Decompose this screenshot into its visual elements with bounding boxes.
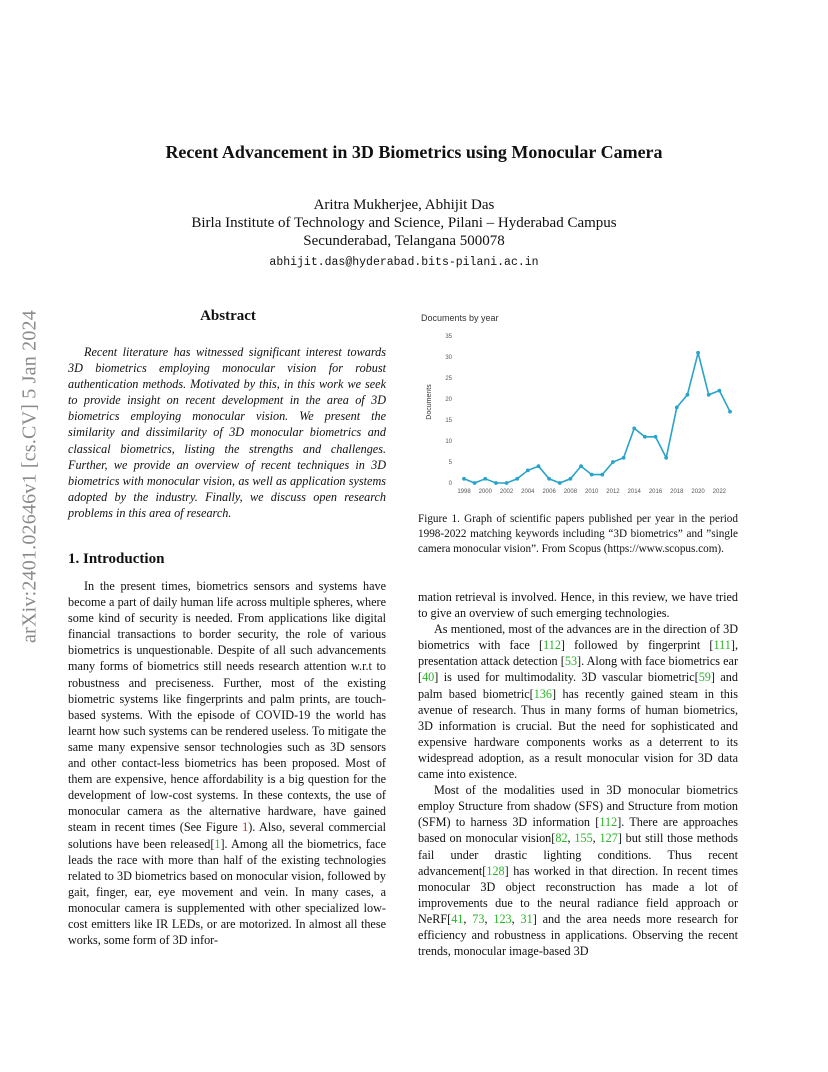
paragraph: mation retrieval is involved. Hence, in this review, we have tried to give an overview of such emerging technologies. [418,590,738,621]
y-tick-label: 30 [445,355,452,361]
y-tick-label: 20 [445,397,452,403]
data-point [462,477,466,481]
citation-link[interactable]: 127 [599,831,618,846]
x-tick-label: 2002 [499,489,514,495]
data-point [611,460,615,464]
x-tick-label: 2008 [563,489,578,495]
data-point [707,393,711,397]
data-point [696,351,700,355]
citation-link[interactable]: 123 [493,911,512,926]
arxiv-identifier: arXiv:2401.02646v1 [cs.CV] 5 Jan 2024 [18,310,41,643]
x-tick-label: 2018 [670,489,684,495]
x-tick-label: 2004 [521,489,535,495]
data-point [728,410,732,414]
data-point [590,473,594,477]
data-point [675,406,679,410]
citation-link[interactable]: 59 [698,670,711,685]
paper-title: Recent Advancement in 3D Biometrics using Monocular Camera [165,142,663,162]
citation-link[interactable]: 31 [520,911,533,926]
citation-link[interactable]: 53 [564,654,578,669]
paragraph: Most of the modalities used in 3D monocular biometrics employ Structure from shadow (SFS) and Structure from motion (SFM) to harness 3D information [112]. There are approaches based on monocular vision[82, 155, 127] but still those methods fail under drastic lighting conditions. Thus recent advancement[128] has worked in that direction. In recent times monocular 3D object reconstruction has made a lot of improvements due to the neural radiance field approach or NeRF[41, 73, 123, 31] and the area needs more research for efficiency and robustness in applications. Observing the recent trends, monocular image-based 3D [418,783,739,959]
data-point [664,456,668,460]
citation-link[interactable]: 41 [451,911,464,926]
citation-link[interactable]: 112 [543,638,561,653]
data-point [494,481,498,485]
data-point [654,435,658,439]
series-line [464,353,730,483]
address: Secunderabad, Telangana 500078 [303,233,505,249]
x-tick-label: 2006 [542,489,556,495]
documents-by-year-chart [418,310,738,500]
y-tick-label: 10 [445,439,452,445]
section-heading: 1. Introduction [68,551,165,567]
data-point [600,473,604,477]
x-tick-label: 2014 [627,489,641,495]
citation-link[interactable]: 128 [486,863,505,878]
data-point [569,477,573,481]
data-point [579,464,583,468]
citation-link[interactable]: 1 [214,836,221,851]
abstract-heading: Abstract [200,308,256,324]
data-point [558,481,562,485]
x-tick-label: 2000 [478,489,492,495]
y-tick-label: 0 [448,481,452,487]
x-tick-label: 2022 [712,489,727,495]
citation-link[interactable]: 136 [533,686,552,701]
data-point [717,389,721,393]
affiliation: Birla Institute of Technology and Science, Pilani – Hyderabad Campus [191,215,617,231]
data-point [632,427,636,431]
y-tick-label: 25 [445,376,452,382]
data-point [643,435,647,439]
authors: Aritra Mukherjee, Abhijit Das [313,197,495,213]
x-tick-label: 2010 [585,489,599,495]
data-point [505,481,509,485]
y-tick-label: 15 [445,418,452,424]
data-point [622,456,626,460]
x-tick-label: 2016 [648,489,663,495]
citation-link[interactable]: 155 [574,831,593,846]
x-tick-label: 1998 [457,489,471,495]
data-point [515,477,519,481]
right-column [418,589,738,959]
y-axis-label: Documents [426,384,433,420]
data-point [483,477,487,481]
citation-link[interactable]: 40 [422,670,435,685]
x-tick-label: 2020 [691,489,705,495]
data-point [526,469,530,473]
intro-paragraph: In the present times, biometrics sensors and systems have become a part of daily human life across multiple spheres, where some kind of security is needed. From applications like digital financial transactions to border security, the role of various biometrics is unquestionable. Despite of all such advancements many forms of biometrics still needs research attention w.r.t to robustness and preciseness. Further, most of the existing biometric systems like fingerprints and palm prints, are touch-based systems. With the episode of COVID-19 the world has learnt how such systems can be rendered useless. To mitigate the same many expensive sensor technologies such as 3D sensors and other contact-less biometrics has been proposed. Most of them are expensive, hence affordability is a big question for the development of low-cost systems. In these contexts, the use of monocular camera as the alternative hardware, have gained steam in recent times (See Figure 1). Also, several commercial solutions have been released[1]. Among all the biometrics, face leads the race with more than half of the existing technologies related to 3D biometrics based on monocular vision, followed by gait, finger, ear, eye movement and vein. In many cases, a monocular camera is supplemented with other specialized low-cost emitters like IR LEDs, or are motorized. In almost all these works, some form of 3D infor- [68,579,386,948]
y-tick-label: 35 [445,334,452,340]
data-point [547,477,551,481]
data-point [537,464,541,468]
citation-link[interactable]: 111 [713,638,731,653]
citation-link[interactable]: 73 [472,911,485,926]
data-point [686,393,690,397]
figure-link[interactable]: 1 [242,820,249,835]
x-tick-label: 2012 [606,489,620,495]
y-tick-label: 5 [448,460,452,466]
paragraph: As mentioned, most of the advances are in the direction of 3D biometrics with face [112] followed by fingerprint [111], presentation attack detection [53]. Along with face biometrics ear [40] is used for multimodality. 3D vascular biometric[59] and palm based biometric[136] has recently gained steam in this avenue of research. Thus in many forms of human biometrics, 3D information is crucial. But the need for sophisticated and expensive hardware components works as a deterrent to its widespread adoption, as a result monocular vision for 3D data came into existence. [418,622,738,782]
figure-caption: Figure 1. Graph of scientific papers published per year in the period 1998-2022 matching keywords including “3D biometrics” and ”single camera monocular vision”. From Scopus (https://www.scopus.com). [418,513,738,555]
email[interactable]: abhijit.das@hyderabad.bits-pilani.ac.in [269,256,539,269]
chart-title: Documents by year [421,313,499,323]
abstract-text: Recent literature has witnessed significant interest towards 3D biometrics employing monocular vision for robust authentication methods. Motivated by this, in this work we seek to provide insight on recent development in the area of 3D biometrics employing monocular vision. We present the similarity and dissimilarity of 3D monocular biometrics and classical biometrics, listing the strengths and challenges. Further, we provide an overview of recent techniques in 3D biometrics with monocular vision, as well as application systems adopted by the industry. Finally, we discuss open research problems in this area of research. [68,345,386,520]
data-point [473,481,477,485]
citation-link[interactable]: 82 [555,831,568,846]
citation-link[interactable]: 112 [599,815,618,830]
